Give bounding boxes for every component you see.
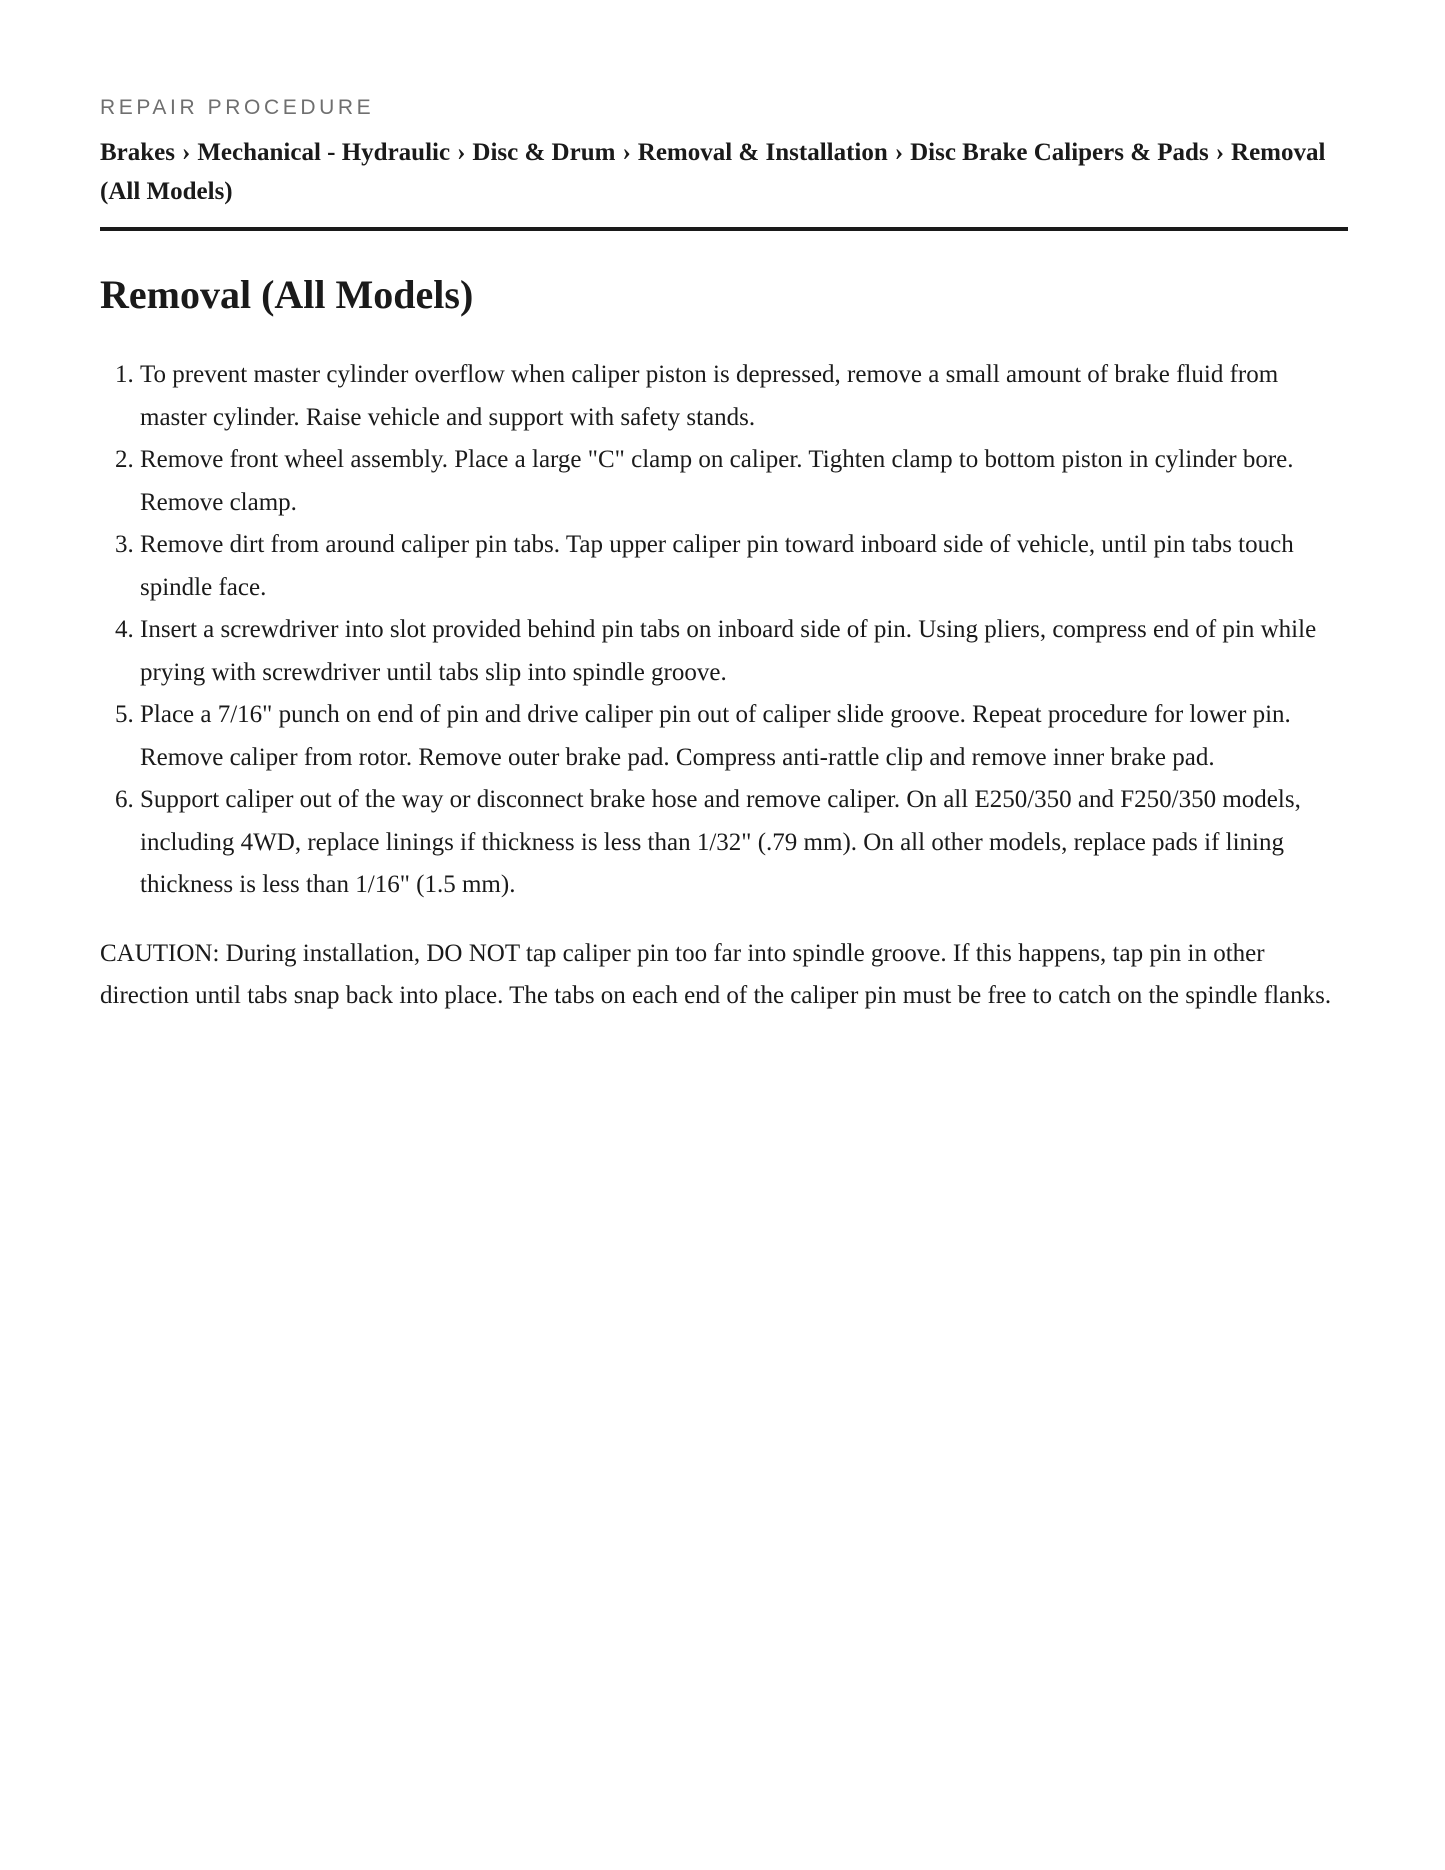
breadcrumb-item-disc-brake-calipers-pads[interactable]: Disc Brake Calipers & Pads	[910, 139, 1209, 166]
list-item: 3. Remove dirt from around caliper pin tabs. Tap upper caliper pin toward inboard side of vehicle, until pin tabs touch spindle face.	[140, 524, 1348, 609]
breadcrumb-item-removal-installation[interactable]: Removal & Installation	[637, 139, 888, 166]
list-item: 1. To prevent master cylinder overflow when caliper piston is depressed, remove a small amount of brake fluid from master cylinder. Raise vehicle and support with safety stands.	[140, 354, 1348, 439]
breadcrumb-separator: ›	[622, 139, 631, 166]
section-eyebrow: REPAIR PROCEDURE	[100, 96, 375, 119]
list-item: 4. Insert a screwdriver into slot provided behind pin tabs on inboard side of pin. Using pliers, compress end of pin while prying with screwdriver until tabs slip into spindle groove.	[140, 609, 1348, 694]
procedure-steps	[100, 354, 1348, 907]
procedure-page	[100, 94, 1348, 1018]
breadcrumb-item-mechanical-hydraulic[interactable]: Mechanical - Hydraulic	[197, 139, 451, 166]
breadcrumb	[100, 133, 1348, 231]
breadcrumb-item-brakes[interactable]: Brakes	[100, 139, 175, 166]
breadcrumb-separator: ›	[894, 139, 904, 166]
page-title: Removal (All Models)	[100, 272, 474, 317]
list-item: 6. Support caliper out of the way or disconnect brake hose and remove caliper. On all E250/350 and F250/350 models, including 4WD, replace linings if thickness is less than 1/32" (.79 mm). On all other models, replace pads if lining thickness is less than 1/16" (1.5 mm).	[140, 779, 1348, 907]
caution-note: CAUTION: During installation, DO NOT tap caliper pin too far into spindle groove. If this happens, tap pin in other direction until tabs snap back into place. The tabs on each end of the caliper pin must be free to catch on the spindle flanks.	[100, 939, 1332, 1009]
breadcrumb-separator: ›	[1215, 139, 1225, 166]
breadcrumb-separator: ›	[182, 139, 191, 166]
breadcrumb-item-current: Removal (All Models)	[100, 139, 1326, 205]
breadcrumb-item-disc-drum[interactable]: Disc & Drum	[472, 139, 616, 166]
list-item: 5. Place a 7/16" punch on end of pin and drive caliper pin out of caliper slide groove. Repeat procedure for lower pin. Remove caliper from rotor. Remove outer brake pad. Compress anti-rattle clip and remove inner brake pad.	[140, 694, 1348, 779]
breadcrumb-separator: ›	[457, 139, 466, 166]
list-item: 2. Remove front wheel assembly. Place a large "C" clamp on caliper. Tighten clamp to bottom piston in cylinder bore. Remove clamp.	[140, 439, 1348, 524]
